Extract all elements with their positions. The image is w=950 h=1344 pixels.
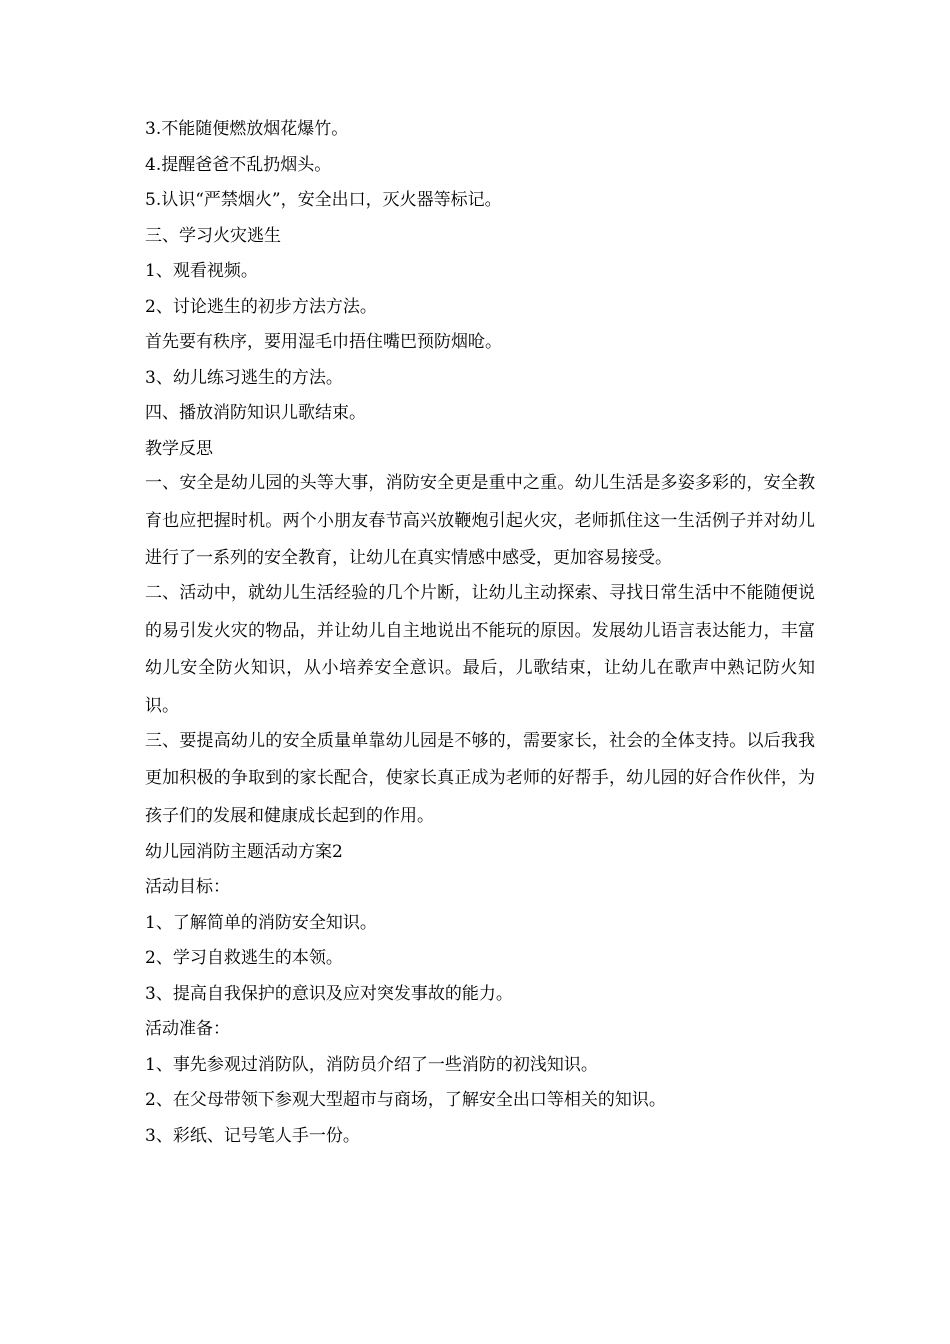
reflection-paragraph: 一、安全是幼儿园的头等大事，消防安全更是重中之重。幼儿生活是多姿多彩的，安全教育也应把握时机。两个小朋友春节高兴放鞭炮引起火灾，老师抓住这一生活例子并对幼儿进行了一系列的安全教育，让幼儿在真实情感中感受，更加容易接受。 — [145, 473, 815, 568]
text-line: 1、事先参观过消防队，消防员介绍了一些消防的初浅知识。 — [145, 1054, 598, 1075]
section-heading: 活动目标： — [145, 877, 230, 897]
text-line: 4.提醒爸爸不乱扔烟头。 — [145, 154, 332, 175]
text-line: 2、学习自救逃生的本领。 — [145, 948, 343, 968]
section-heading: 三、学习火灾逃生 — [145, 225, 281, 246]
document-body — [145, 118, 815, 1160]
reflection-paragraph: 三、要提高幼儿的安全质量单靠幼儿园是不够的，需要家长，社会的全体支持。以后我我更加积极的争取到的家长配合，使家长真正成为老师的好帮手，幼儿园的好合作伙伴，为孩子们的发展和健康成长起到的作用。 — [145, 730, 815, 826]
section-heading: 四、播放消防知识儿歌结束。 — [145, 403, 366, 423]
text-line: 3.不能随便燃放烟花爆竹。 — [145, 119, 349, 139]
text-line: 3、彩纸、记号笔人手一份。 — [145, 1125, 360, 1146]
reflection-paragraph: 二、活动中，就幼儿生活经验的几个片断，让幼儿主动探索、寻找日常生活中不能随便说的易引发火灾的物品，并让幼儿自主地说出不能玩的原因。发展幼儿语言表达能力，丰富幼儿安全防火知识，从小培养安全意识。最后，儿歌结束，让幼儿在歌声中熟记防火知识。 — [145, 583, 815, 716]
text-line: 2、在父母带领下参观大型超市与商场，了解安全出口等相关的知识。 — [145, 1090, 666, 1110]
text-line: 1、观看视频。 — [145, 261, 258, 281]
text-line: 首先要有秩序，要用湿毛巾捂住嘴巴预防烟呛。 — [145, 332, 502, 352]
section-heading: 教学反思 — [145, 438, 213, 459]
document-subtitle: 幼儿园消防主题活动方案2 — [145, 841, 343, 862]
section-heading: 活动准备： — [145, 1019, 230, 1039]
text-line: 1、了解简单的消防安全知识。 — [145, 912, 377, 933]
text-line: 2、讨论逃生的初步方法方法。 — [145, 296, 377, 317]
text-line: 3、提高自我保护的意识及应对突发事故的能力。 — [145, 983, 513, 1004]
text-line: 5.认识“严禁烟火”，安全出口，灭火器等标记。 — [145, 190, 502, 210]
text-line: 3、幼儿练习逃生的方法。 — [145, 367, 343, 388]
